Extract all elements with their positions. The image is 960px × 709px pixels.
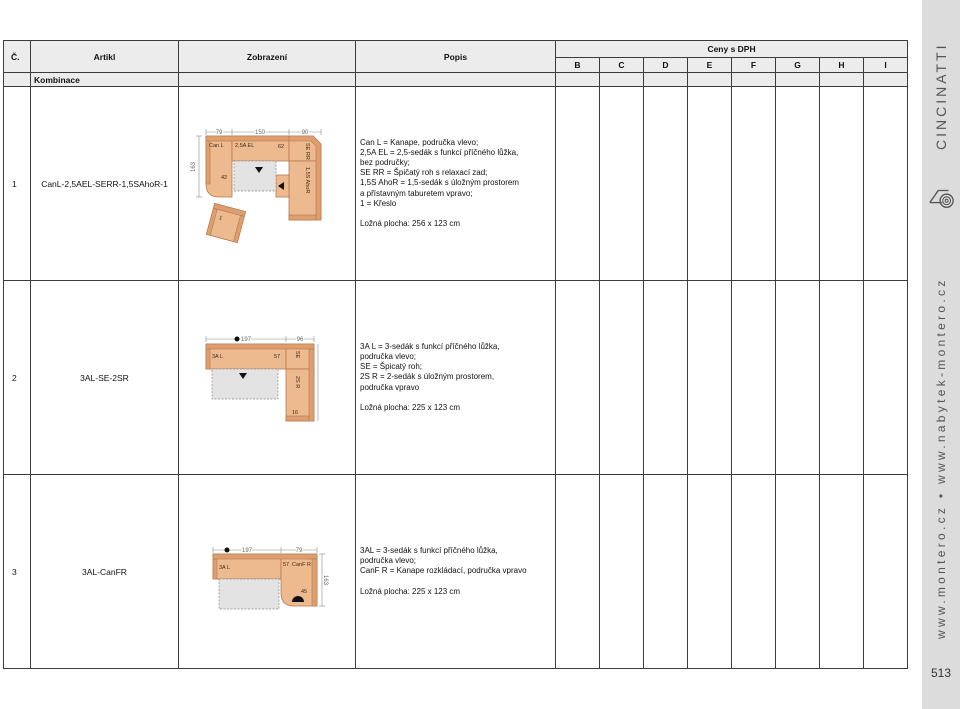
armrest — [289, 215, 316, 220]
piece-label: SE — [294, 351, 300, 359]
column-header-article: Artikl — [31, 41, 179, 73]
header-blank — [688, 73, 732, 87]
description-line: bez područky; — [360, 158, 410, 168]
price-column-g: G — [776, 58, 820, 73]
price-column-h: H — [820, 58, 864, 73]
price-cell — [688, 87, 732, 281]
dimension-label: 90 — [301, 130, 309, 136]
row-number: 2 — [4, 281, 31, 475]
dimension-label: 79 — [215, 130, 223, 136]
price-cell — [688, 475, 732, 669]
description-cell — [356, 475, 556, 669]
column-header-view: Zobrazení — [179, 41, 356, 73]
article-code: CanL-2,5AEL-SERR-1,5SAhoR-1 — [31, 87, 179, 281]
description-line: 2,5A EL = 2,5-sedák s funkcí příčného lůžka, — [360, 148, 519, 158]
sleeping-area: Ložná plocha: 256 x 123 cm — [360, 218, 461, 228]
price-cell — [776, 281, 820, 475]
website-text: www.montero.cz • www.nabytek-montero.cz — [934, 277, 948, 639]
header-blank — [776, 73, 820, 87]
dimension-label: 197 — [240, 337, 252, 343]
armchair — [206, 203, 245, 242]
price-column-f: F — [732, 58, 776, 73]
model-name: CINCINATTI — [933, 42, 949, 150]
description-line: 3AL = 3-sedák s funkcí příčného lůžka, — [360, 546, 498, 556]
header-blank — [864, 73, 908, 87]
bed-extension — [219, 579, 279, 609]
price-cell — [864, 281, 908, 475]
price-column-i: I — [864, 58, 908, 73]
header-blank — [644, 73, 688, 87]
marker-dot — [225, 548, 230, 553]
fabric-roll-icon — [927, 183, 955, 211]
column-header-prices: Ceny s DPH — [556, 41, 908, 58]
description-cell — [356, 281, 556, 475]
price-cell — [732, 475, 776, 669]
row-number: 1 — [4, 87, 31, 281]
price-cell — [820, 281, 864, 475]
price-cell — [644, 475, 688, 669]
piece-label: CanF R — [292, 562, 311, 568]
table-row — [4, 475, 908, 669]
price-cell — [776, 475, 820, 669]
dimension-label: 197 — [241, 548, 253, 554]
price-cell — [776, 87, 820, 281]
description-line: a přístavným taburetem vpravo; — [360, 188, 473, 198]
price-cell — [732, 87, 776, 281]
header-blank — [600, 73, 644, 87]
price-cell — [820, 475, 864, 669]
description-line: 1 = Křeslo — [360, 198, 397, 208]
sofa-diagram — [179, 281, 355, 473]
price-cell — [600, 475, 644, 669]
depth-label: 163 — [322, 574, 328, 586]
price-cell — [556, 87, 600, 281]
description-line: 1,5S AhoR = 1,5-sedák s úložným prostorem — [360, 178, 519, 188]
price-cell — [600, 281, 644, 475]
sofa-diagram — [179, 87, 355, 279]
header-blank — [4, 73, 31, 87]
price-cell — [820, 87, 864, 281]
price-cell — [644, 87, 688, 281]
description-cell — [356, 87, 556, 281]
piece-label: 3A L — [212, 354, 224, 360]
price-cell — [556, 475, 600, 669]
description-line: SE = Špicatý roh; — [360, 362, 423, 372]
size-label: 42 — [221, 175, 228, 181]
article-code: 3AL-CanFR — [31, 475, 179, 669]
price-cell — [644, 281, 688, 475]
price-column-c: C — [600, 58, 644, 73]
piece-label: 2,5A EL — [235, 143, 255, 149]
dimension-label: 96 — [296, 337, 304, 343]
piece-label: Can L — [209, 143, 224, 149]
backrest — [206, 136, 289, 141]
header-blank — [356, 73, 556, 87]
row-number: 3 — [4, 475, 31, 669]
dimension-label: 150 — [254, 130, 266, 136]
description-line: područka vlevo; — [360, 352, 417, 362]
sidebar — [922, 0, 960, 709]
price-cell — [688, 281, 732, 475]
header-blank — [556, 73, 600, 87]
header-blank — [179, 73, 356, 87]
backrest — [309, 349, 314, 421]
page-number: 513 — [930, 666, 952, 680]
price-column-e: E — [688, 58, 732, 73]
description-line: Can L = Kanape, područka vlevo; — [360, 138, 479, 148]
sleeping-area: Ložná plocha: 225 x 123 cm — [360, 586, 461, 596]
piece-label: SE RR — [304, 143, 310, 160]
piece-label: 1,5S AhoR — [304, 167, 310, 194]
sleeping-area: Ložná plocha: 225 x 123 cm — [360, 402, 461, 412]
size-label: 57 — [283, 562, 290, 568]
description-line: SE RR = Špičatý roh s relaxací zad; — [360, 168, 488, 178]
armrest — [286, 416, 309, 421]
size-label: 16 — [292, 410, 299, 416]
view-cell — [179, 475, 356, 669]
description-line: područka vpravo — [360, 382, 420, 392]
header-blank — [732, 73, 776, 87]
backrest — [213, 554, 317, 559]
column-header-combination: Kombinace — [31, 73, 179, 87]
price-column-b: B — [556, 58, 600, 73]
view-cell — [179, 87, 356, 281]
bed-extension — [234, 161, 276, 191]
piece-label: 3A L — [219, 565, 231, 571]
price-cell — [732, 281, 776, 475]
armrest — [206, 349, 210, 369]
backrest — [206, 344, 314, 349]
price-cell — [864, 475, 908, 669]
description-line: 2S R = 2-sedák s úložným prostorem, — [360, 372, 495, 382]
table-row — [4, 87, 908, 281]
description-line: 3A L = 3-sedák s funkcí příčného lůžka, — [360, 342, 500, 352]
size-label: 45 — [301, 589, 308, 595]
description-line: CanF R = Kanape rozkládací, područka vpravo — [360, 566, 527, 576]
view-cell — [179, 281, 356, 475]
dimension-label: 79 — [295, 548, 303, 554]
header-blank — [820, 73, 864, 87]
price-table — [3, 40, 908, 669]
price-cell — [556, 281, 600, 475]
table-row — [4, 281, 908, 475]
sofa-diagram — [179, 475, 355, 667]
armrest — [312, 559, 317, 606]
price-column-d: D — [644, 58, 688, 73]
description-line: područka vlevo; — [360, 556, 417, 566]
price-cell — [600, 87, 644, 281]
depth-label: 163 — [191, 161, 197, 173]
size-label: 62 — [278, 144, 285, 150]
price-cell — [864, 87, 908, 281]
article-code: 3AL-SE-2SR — [31, 281, 179, 475]
piece-label: 2S R — [294, 376, 300, 389]
column-header-no: Č. — [4, 41, 31, 73]
armrest — [213, 559, 217, 579]
column-header-description: Popis — [356, 41, 556, 73]
marker-dot — [235, 337, 240, 342]
size-label: 57 — [274, 354, 281, 360]
piece-label: 1 — [218, 215, 223, 222]
